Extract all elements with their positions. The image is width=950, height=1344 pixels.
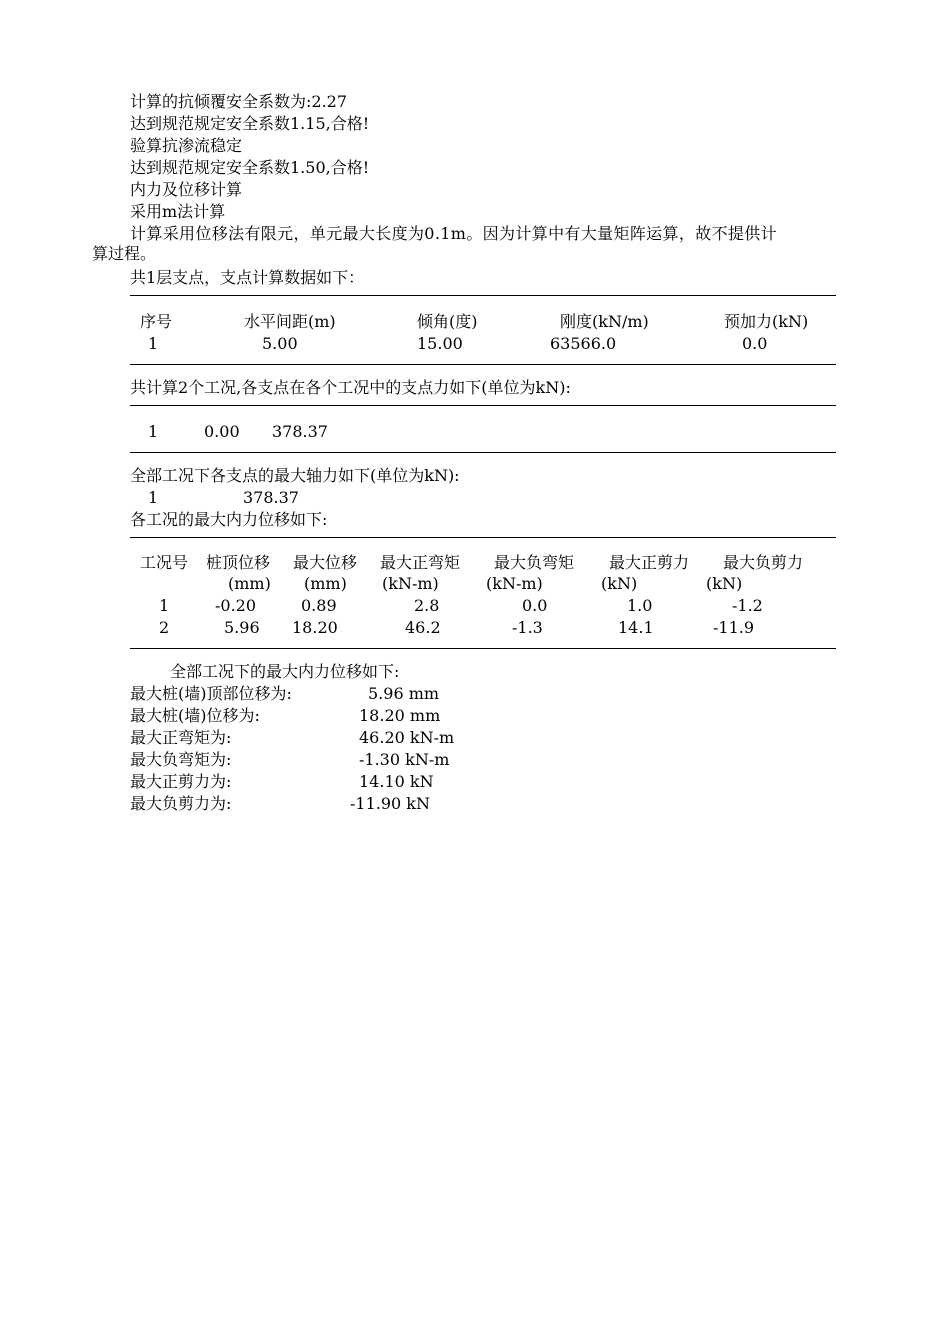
case-row-2-pos-moment: 46.2: [405, 618, 441, 637]
support-cell-index: 1: [148, 334, 159, 353]
support-force-title: 共计算2个工况,各支点在各个工况中的支点力如下(单位为kN):: [130, 378, 571, 397]
support-cell-angle: 15.00: [417, 334, 463, 353]
case-row-1-neg-shear: -1.2: [732, 596, 763, 615]
case-row-2-max-disp: 18.20: [292, 618, 338, 637]
case-results-title: 各工况的最大内力位移如下:: [130, 510, 328, 529]
case-unit-top-disp: (mm): [228, 574, 271, 593]
divider: [130, 295, 836, 296]
force-cell-case2: 378.37: [272, 422, 328, 441]
support-header-index: 序号: [140, 312, 173, 331]
check-pass-line-2: 达到规范规定安全系数1.50,合格!: [130, 158, 370, 177]
summary-label-pos-moment: 最大正弯矩为:: [130, 728, 232, 747]
case-row-2-neg-moment: -1.3: [512, 618, 543, 637]
case-row-2-top-disp: 5.96: [224, 618, 260, 637]
case-unit-neg-shear: (kN): [706, 574, 743, 593]
divider: [130, 364, 836, 365]
axial-cell-index: 1: [148, 488, 159, 507]
case-header-neg-moment: 最大负弯矩: [494, 553, 575, 572]
support-header-spacing: 水平间距(m): [244, 312, 336, 331]
support-count-line: 共1层支点，支点计算数据如下：: [130, 268, 365, 287]
seepage-check-heading: 验算抗渗流稳定: [130, 136, 243, 155]
case-unit-max-disp: (mm): [304, 574, 347, 593]
force-cell-index: 1: [148, 422, 159, 441]
case-header-pos-moment: 最大正弯矩: [380, 553, 461, 572]
summary-label-neg-shear: 最大负剪力为:: [130, 794, 232, 813]
case-header-neg-shear: 最大负剪力: [723, 553, 804, 572]
case-row-1-top-disp: -0.20: [215, 596, 257, 615]
axial-cell-value: 378.37: [243, 488, 299, 507]
summary-value-neg-shear: -11.90 kN: [350, 794, 430, 813]
divider: [130, 405, 836, 406]
support-header-stiffness: 刚度(kN/m): [560, 312, 649, 331]
m-method-line: 采用m法计算: [130, 202, 226, 221]
case-header-max-disp: 最大位移: [293, 553, 358, 572]
case-row-2-no: 2: [159, 618, 170, 637]
case-unit-neg-moment: (kN-m): [486, 574, 543, 593]
summary-value-neg-moment: -1.30 kN-m: [359, 750, 450, 769]
summary-value-pos-moment: 46.20 kN-m: [359, 728, 455, 747]
support-cell-spacing: 5.00: [262, 334, 298, 353]
support-cell-stiffness: 63566.0: [550, 334, 617, 353]
case-header-pos-shear: 最大正剪力: [609, 553, 690, 572]
support-header-angle: 倾角(度): [417, 312, 478, 331]
summary-label-neg-moment: 最大负弯矩为:: [130, 750, 232, 769]
divider: [130, 452, 836, 453]
fem-description-line: 计算采用位移法有限元，单元最大长度为0.1m。因为计算中有大量矩阵运算，故不提供计: [130, 224, 777, 243]
case-header-top-disp: 桩顶位移: [206, 553, 271, 572]
case-row-1-pos-shear: 1.0: [627, 596, 653, 615]
summary-label-pos-shear: 最大正剪力为:: [130, 772, 232, 791]
summary-title: 全部工况下的最大内力位移如下:: [170, 662, 400, 681]
case-row-2-pos-shear: 14.1: [618, 618, 654, 637]
summary-label-max-disp: 最大桩(墙)位移为:: [130, 706, 260, 725]
case-row-1-pos-moment: 2.8: [414, 596, 440, 615]
axial-force-title: 全部工况下各支点的最大轴力如下(单位为kN):: [130, 466, 460, 485]
case-row-1-max-disp: 0.89: [301, 596, 337, 615]
divider: [130, 537, 836, 538]
summary-value-max-disp: 18.20 mm: [359, 706, 441, 725]
case-header-no: 工况号: [140, 553, 189, 572]
force-cell-case1: 0.00: [204, 422, 240, 441]
divider: [130, 648, 836, 649]
summary-value-pos-shear: 14.10 kN: [359, 772, 434, 791]
safety-factor-line: 计算的抗倾覆安全系数为:2.27: [130, 92, 348, 111]
case-row-1-no: 1: [159, 596, 170, 615]
internal-force-heading: 内力及位移计算: [130, 180, 243, 199]
fem-description-cont: 算过程。: [92, 244, 157, 263]
summary-value-top-disp: 5.96 mm: [368, 684, 440, 703]
case-row-1-neg-moment: 0.0: [522, 596, 548, 615]
case-unit-pos-moment: (kN-m): [382, 574, 439, 593]
case-unit-pos-shear: (kN): [601, 574, 638, 593]
case-row-2-neg-shear: -11.9: [713, 618, 755, 637]
support-cell-prestress: 0.0: [742, 334, 768, 353]
summary-label-top-disp: 最大桩(墙)顶部位移为:: [130, 684, 292, 703]
check-pass-line-1: 达到规范规定安全系数1.15,合格!: [130, 114, 370, 133]
support-header-prestress: 预加力(kN): [724, 312, 809, 331]
